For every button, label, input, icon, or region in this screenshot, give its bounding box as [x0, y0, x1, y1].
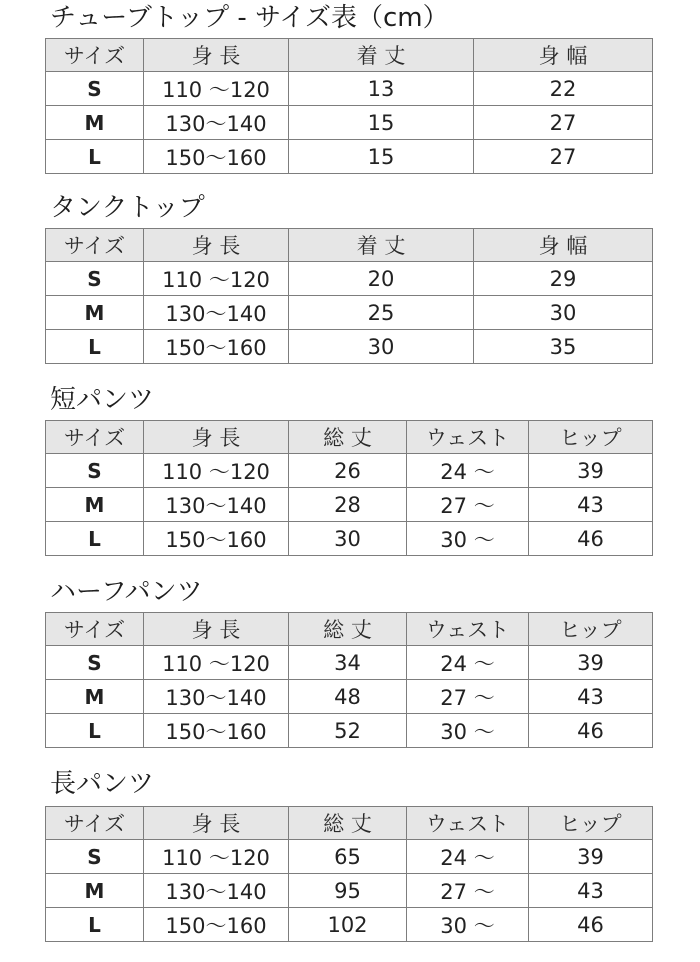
- size-table-tank-top: [45, 228, 653, 364]
- table-row: [46, 874, 653, 908]
- section-title-half-pants: ハーフパンツ: [50, 577, 203, 607]
- table-row: [46, 106, 653, 140]
- size-table-long-pants: [45, 806, 653, 942]
- size-cell: M: [46, 874, 144, 908]
- header-waist: ウェスト: [407, 807, 529, 840]
- table-row: [46, 908, 653, 942]
- width-cell: 29: [474, 262, 653, 296]
- table-row: [46, 262, 653, 296]
- hip-cell: 46: [529, 908, 653, 942]
- size-cell: S: [46, 840, 144, 874]
- hip-cell: 39: [529, 840, 653, 874]
- header-total-length: 総 丈: [289, 807, 407, 840]
- table-header-row: [46, 39, 653, 72]
- total-length-cell: 30: [289, 522, 407, 556]
- table-row: [46, 646, 653, 680]
- size-table-tube-top: [45, 38, 653, 174]
- waist-cell: 27 ～: [407, 488, 529, 522]
- header-height: 身 長: [144, 807, 289, 840]
- total-length-cell: 102: [289, 908, 407, 942]
- header-width: 身 幅: [474, 229, 653, 262]
- total-length-cell: 28: [289, 488, 407, 522]
- height-cell: 110 ～120: [144, 72, 289, 106]
- width-cell: 30: [474, 296, 653, 330]
- height-cell: 130～140: [144, 296, 289, 330]
- hip-cell: 43: [529, 874, 653, 908]
- height-cell: 150～160: [144, 522, 289, 556]
- hip-cell: 43: [529, 488, 653, 522]
- size-table-short-pants: [45, 420, 653, 556]
- header-height: 身 長: [144, 421, 289, 454]
- height-cell: 130～140: [144, 874, 289, 908]
- header-size: サイズ: [46, 613, 144, 646]
- length-cell: 15: [289, 140, 474, 174]
- total-length-cell: 26: [289, 454, 407, 488]
- height-cell: 130～140: [144, 680, 289, 714]
- table-row: [46, 522, 653, 556]
- table-row: [46, 454, 653, 488]
- waist-cell: 30 ～: [407, 714, 529, 748]
- length-cell: 15: [289, 106, 474, 140]
- hip-cell: 39: [529, 646, 653, 680]
- size-cell: M: [46, 488, 144, 522]
- hip-cell: 46: [529, 714, 653, 748]
- section-title-tank-top: タンクトップ: [50, 193, 205, 223]
- table-row: [46, 330, 653, 364]
- table-row: [46, 714, 653, 748]
- length-cell: 13: [289, 72, 474, 106]
- size-cell: S: [46, 454, 144, 488]
- size-table-half-pants: [45, 612, 653, 748]
- length-cell: 25: [289, 296, 474, 330]
- width-cell: 35: [474, 330, 653, 364]
- height-cell: 110 ～120: [144, 454, 289, 488]
- header-height: 身 長: [144, 613, 289, 646]
- height-cell: 150～160: [144, 140, 289, 174]
- section-title-short-pants: 短パンツ: [50, 385, 155, 415]
- length-cell: 20: [289, 262, 474, 296]
- header-size: サイズ: [46, 229, 144, 262]
- size-cell: M: [46, 296, 144, 330]
- waist-cell: 24 ～: [407, 840, 529, 874]
- header-size: サイズ: [46, 421, 144, 454]
- waist-cell: 27 ～: [407, 680, 529, 714]
- header-waist: ウェスト: [407, 421, 529, 454]
- total-length-cell: 95: [289, 874, 407, 908]
- size-cell: S: [46, 72, 144, 106]
- table-row: [46, 72, 653, 106]
- size-cell: M: [46, 106, 144, 140]
- hip-cell: 39: [529, 454, 653, 488]
- hip-cell: 43: [529, 680, 653, 714]
- size-cell: L: [46, 908, 144, 942]
- header-height: 身 長: [144, 229, 289, 262]
- table-row: [46, 680, 653, 714]
- waist-cell: 30 ～: [407, 522, 529, 556]
- size-cell: L: [46, 522, 144, 556]
- waist-cell: 27 ～: [407, 874, 529, 908]
- table-header-row: [46, 421, 653, 454]
- header-hip: ヒップ: [529, 613, 653, 646]
- header-total-length: 総 丈: [289, 613, 407, 646]
- size-cell: L: [46, 330, 144, 364]
- header-length: 着 丈: [289, 229, 474, 262]
- waist-cell: 24 ～: [407, 646, 529, 680]
- header-width: 身 幅: [474, 39, 653, 72]
- height-cell: 110 ～120: [144, 262, 289, 296]
- table-row: [46, 140, 653, 174]
- size-cell: S: [46, 646, 144, 680]
- height-cell: 110 ～120: [144, 840, 289, 874]
- size-cell: S: [46, 262, 144, 296]
- table-header-row: [46, 229, 653, 262]
- size-cell: M: [46, 680, 144, 714]
- waist-cell: 30 ～: [407, 908, 529, 942]
- header-size: サイズ: [46, 807, 144, 840]
- header-size: サイズ: [46, 39, 144, 72]
- table-header-row: [46, 613, 653, 646]
- height-cell: 150～160: [144, 330, 289, 364]
- waist-cell: 24 ～: [407, 454, 529, 488]
- total-length-cell: 52: [289, 714, 407, 748]
- table-row: [46, 296, 653, 330]
- length-cell: 30: [289, 330, 474, 364]
- width-cell: 27: [474, 106, 653, 140]
- height-cell: 110 ～120: [144, 646, 289, 680]
- height-cell: 130～140: [144, 106, 289, 140]
- total-length-cell: 34: [289, 646, 407, 680]
- size-cell: L: [46, 140, 144, 174]
- total-length-cell: 65: [289, 840, 407, 874]
- header-hip: ヒップ: [529, 421, 653, 454]
- header-total-length: 総 丈: [289, 421, 407, 454]
- height-cell: 130～140: [144, 488, 289, 522]
- height-cell: 150～160: [144, 908, 289, 942]
- table-header-row: [46, 807, 653, 840]
- header-hip: ヒップ: [529, 807, 653, 840]
- size-cell: L: [46, 714, 144, 748]
- section-title-long-pants: 長パンツ: [50, 769, 155, 799]
- header-waist: ウェスト: [407, 613, 529, 646]
- header-length: 着 丈: [289, 39, 474, 72]
- width-cell: 27: [474, 140, 653, 174]
- width-cell: 22: [474, 72, 653, 106]
- total-length-cell: 48: [289, 680, 407, 714]
- header-height: 身 長: [144, 39, 289, 72]
- section-title-tube-top: チューブトップ - サイズ表（cm）: [50, 3, 449, 33]
- table-row: [46, 840, 653, 874]
- height-cell: 150～160: [144, 714, 289, 748]
- hip-cell: 46: [529, 522, 653, 556]
- table-row: [46, 488, 653, 522]
